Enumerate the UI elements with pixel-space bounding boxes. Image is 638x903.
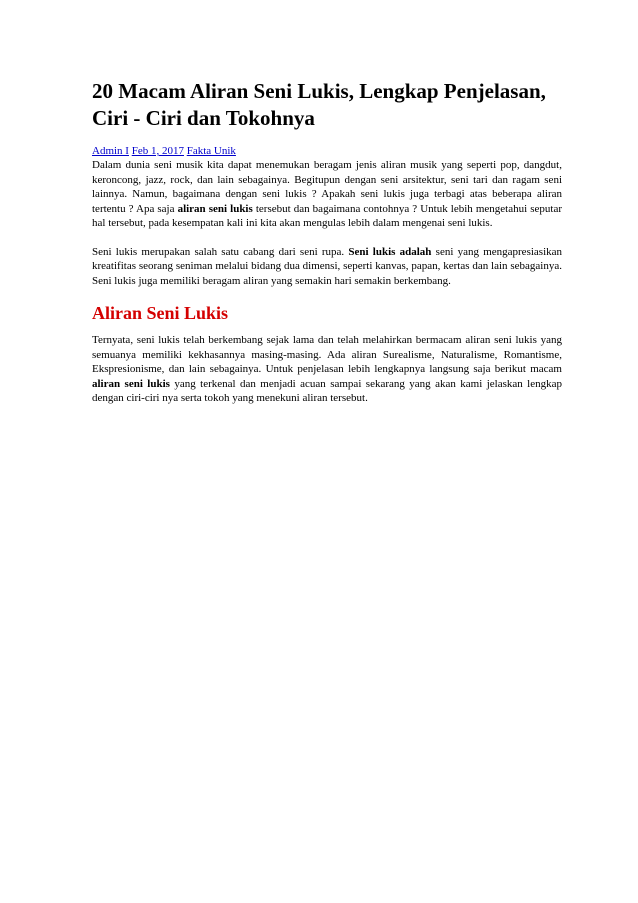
definition-text-b: seni yang mengapresiasikan kreatifitas seorang seniman melalui bidang dua dimensi, seperti kanvas, papan, kertas dan lain sebagainya. Seni lukis juga memiliki beragam aliran yang semakin hari semakin berkembang. bbox=[92, 245, 563, 287]
article-title: 20 Macam Aliran Seni Lukis, Lengkap Penjelasan, Ciri - Ciri dan Tokohnya bbox=[92, 79, 546, 130]
date-link[interactable]: Feb 1, 2017 bbox=[131, 145, 184, 157]
section-text-a: Ternyata, seni lukis telah berkembang sejak lama dan telah melahirkan bermacam aliran seni lukis yang semuanya memiliki kekhasannya masing-masing. Ada aliran Surealisme, Naturalisme, Romantisme, Ekspresionisme, dan lain sebagainya. Untuk penjelasan lebih lengkapnya langsung saja berikut macam bbox=[92, 334, 562, 375]
intro-paragraph bbox=[92, 158, 562, 231]
section-heading: Aliran Seni Lukis bbox=[92, 303, 229, 323]
category-link[interactable]: Fakta Unik bbox=[186, 145, 236, 157]
intro-text-b: tersebut dan bagaimana contohnya ? Untuk lebih mengetahui seputar hal tersebut, pada kesempatan kali ini kita akan mengulas lebih dalam mengenai seni lukis. bbox=[92, 202, 562, 229]
intro-keyword: aliran seni lukis bbox=[177, 202, 253, 215]
section-paragraph bbox=[92, 333, 562, 406]
author-link[interactable]: Admin I bbox=[92, 145, 129, 157]
article-meta bbox=[92, 144, 562, 158]
definition-text-a: Seni lukis merupakan salah satu cabang dari seni rupa. bbox=[92, 245, 349, 258]
definition-keyword: Seni lukis adalah bbox=[348, 245, 432, 258]
section-keyword: aliran seni lukis bbox=[92, 377, 170, 390]
section-text-b: yang terkenal dan menjadi acuan sampai sekarang yang akan kami jelaskan lengkap dengan ciri-ciri nya serta tokoh yang menekuni aliran tersebut. bbox=[92, 377, 562, 404]
intro-text-a: Dalam dunia seni musik kita dapat menemukan beragam jenis aliran musik yang seperti pop, dangdut, keroncong, jazz, rock, dan lain sebagainya. Begitupun dengan seni arsitektur, seni tari dan ragam seni lainnya. Namun, bagaimana dengan seni lukis ? Apakah seni lukis juga terbagi atas beberapa aliran tertentu ? Apa saja bbox=[92, 159, 562, 215]
definition-paragraph bbox=[92, 245, 562, 289]
document-page bbox=[92, 78, 562, 420]
